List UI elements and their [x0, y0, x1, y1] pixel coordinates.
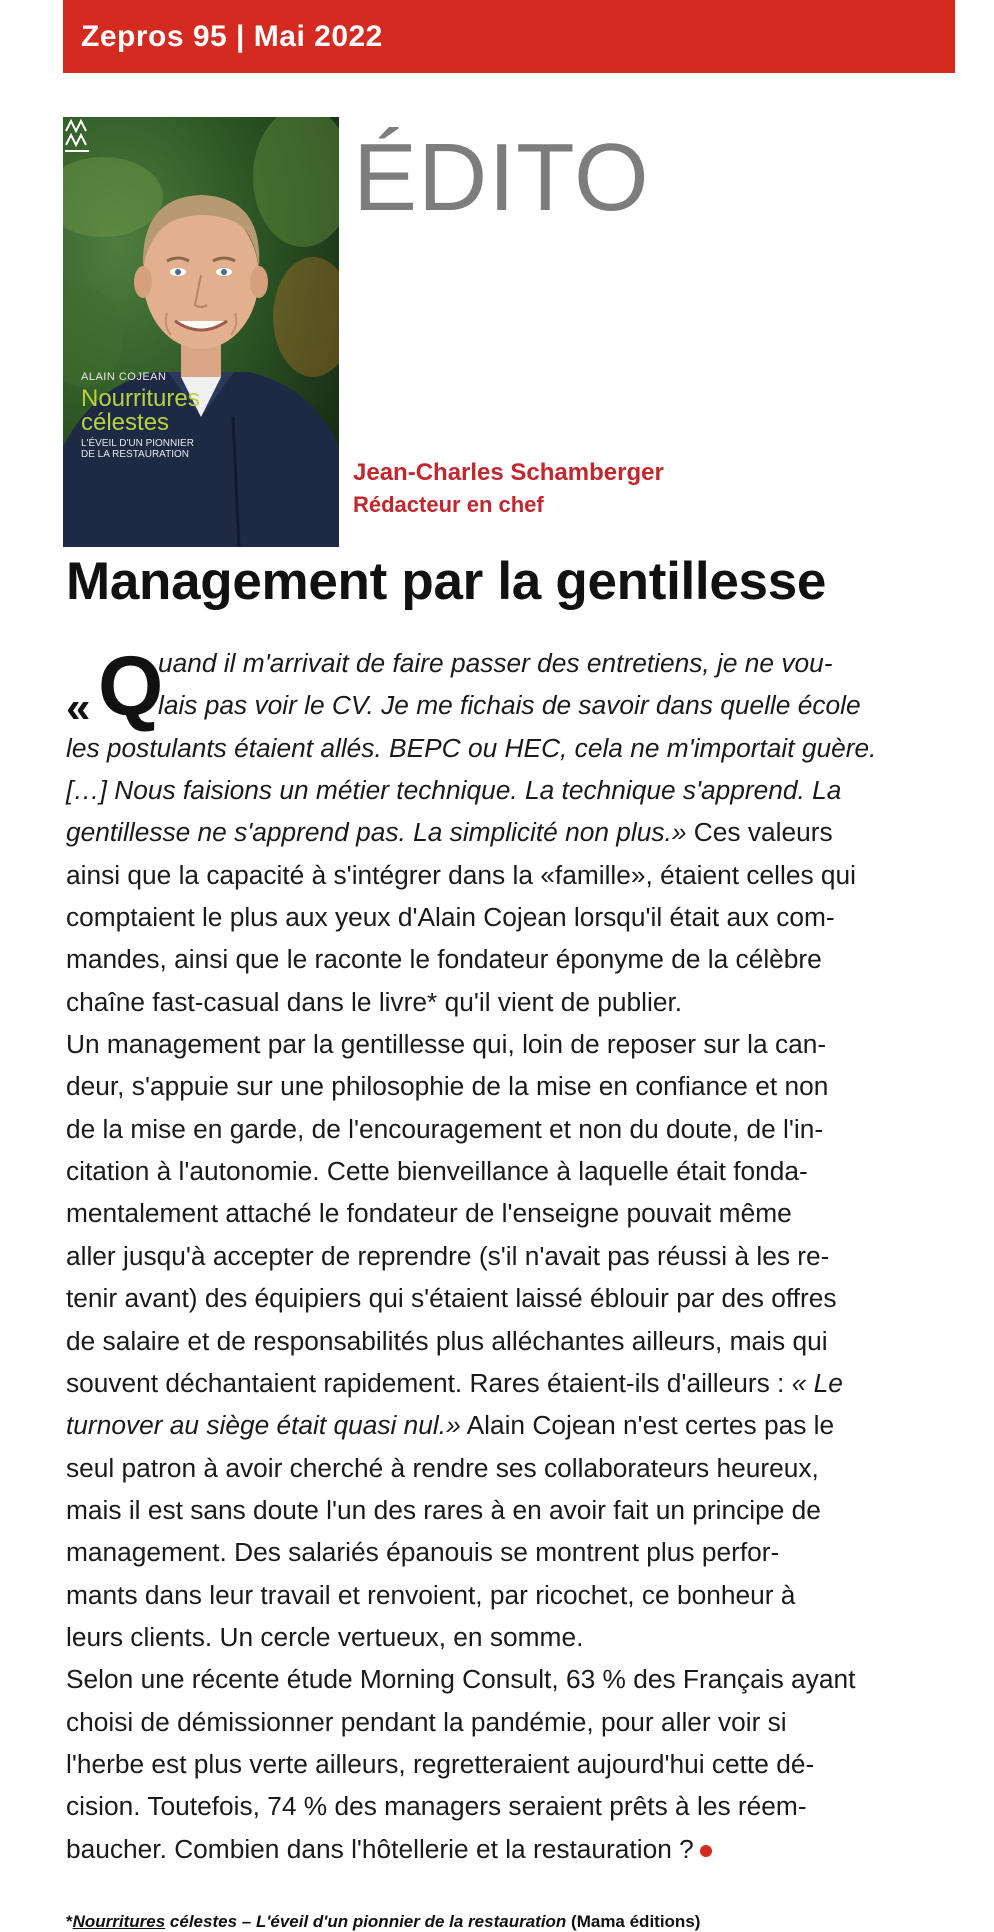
article-line: aller jusqu'à accepter de reprendre (s'il n'avait pas réussi à les re- — [66, 1240, 830, 1271]
article-line: lais pas voir le CV. Je me fichais de savoir dans quelle école — [158, 690, 861, 721]
author-name: Jean-Charles Schamberger — [353, 459, 664, 486]
article-line: souvent déchantaient rapidement. Rares étaient-ils d'ailleurs : « Le — [66, 1367, 843, 1398]
footnote-title: célestes – L'éveil d'un pionnier de la restauration — [165, 1912, 567, 1931]
article-line: deur, s'appuie sur une philosophie de la mise en confiance et non — [66, 1071, 829, 1102]
cover-title-line2: célestes — [81, 409, 170, 436]
article-line: Un management par la gentillesse qui, loin de reposer sur la can- — [66, 1029, 827, 1060]
article-line: […] Nous faisions un métier technique. La technique s'apprend. La — [66, 775, 842, 806]
article-line: leurs clients. Un cercle vertueux, en somme. — [66, 1621, 584, 1652]
article-line: turnover au siège était quasi nul.» Alain Cojean n'est certes pas le — [66, 1410, 835, 1441]
article-body — [66, 639, 896, 1870]
footnote-title-underlined: Nourritures — [72, 1912, 166, 1931]
article-line: mentalement attaché le fondateur de l'enseigne pouvait même — [66, 1198, 792, 1229]
cover-title: Nourritures — [81, 385, 200, 412]
article-line: de la mise en garde, de l'encouragement et non du doute, de l'in- — [66, 1113, 824, 1144]
publisher-logo — [63, 117, 93, 157]
article-line: mandes, ainsi que le raconte le fondateur éponyme de la célèbre — [66, 944, 822, 975]
article-line: ainsi que la capacité à s'intégrer dans la «famille», étaient celles qui — [66, 859, 857, 890]
footnote-publisher: (Mama éditions) — [566, 1912, 701, 1931]
footnote — [66, 1912, 700, 1932]
article-line: Selon une récente étude Morning Consult, 63 % des Français ayant — [66, 1664, 856, 1695]
article-headline: Management par la gentillesse — [66, 552, 827, 611]
cover-portrait — [63, 117, 339, 547]
end-mark-dot — [700, 1845, 712, 1857]
article-line: tenir avant) des équipiers qui s'étaient laissé éblouir par des offres — [66, 1283, 837, 1314]
section-title: ÉDITO — [353, 124, 650, 231]
article-line: management. Des salariés épanouis se montrent plus perfor- — [66, 1537, 780, 1568]
article-line: mais il est sans doute l'un des rares à en avoir fait un principe de — [66, 1494, 821, 1525]
article-line: comptaient le plus aux yeux d'Alain Cojean lorsqu'il était aux com- — [66, 902, 835, 933]
footnote-asterisk: * — [66, 1912, 73, 1931]
author-role: Rédacteur en chef — [353, 492, 544, 517]
article-line: uand il m'arrivait de faire passer des entretiens, je ne vou- — [158, 648, 833, 678]
header-bar — [63, 0, 955, 73]
opening-quote-mark: « — [66, 683, 91, 732]
article-line: gentillesse ne s'apprend pas. La simplicité non plus.» Ces valeurs — [66, 817, 833, 848]
cover-subtitle: L'ÉVEIL D'UN PIONNIER — [81, 438, 194, 449]
article-line: les postulants étaient allés. BEPC ou HEC, cela ne m'importait guère. — [66, 732, 877, 763]
article-line: seul patron à avoir cherché à rendre ses collaborateurs heureux, — [66, 1452, 819, 1483]
dropcap-letter: Q — [98, 639, 164, 733]
article-line: l'herbe est plus verte ailleurs, regretteraient aujourd'hui cette dé- — [66, 1748, 815, 1779]
cover-subtitle-line2: DE LA RESTAURATION — [81, 449, 189, 460]
issue-label: Zepros 95 | Mai 2022 — [81, 20, 383, 53]
article-line: cision. Toutefois, 74 % des managers seraient prêts à les réem- — [66, 1791, 807, 1822]
article-line: citation à l'autonomie. Cette bienveillance à laquelle était fonda- — [66, 1156, 808, 1187]
article-line: baucher. Combien dans l'hôtellerie et la restauration ? — [66, 1828, 896, 1870]
cover-author: ALAIN COJEAN — [81, 371, 167, 383]
book-cover — [63, 117, 339, 547]
article-line: mants dans leur travail et renvoient, par ricochet, ce bonheur à — [66, 1579, 796, 1610]
article-line: choisi de démissionner pendant la pandémie, pour aller voir si — [66, 1706, 787, 1737]
article-line: chaîne fast-casual dans le livre* qu'il vient de publier. — [66, 986, 683, 1017]
article-line: de salaire et de responsabilités plus alléchantes ailleurs, mais qui — [66, 1325, 828, 1356]
